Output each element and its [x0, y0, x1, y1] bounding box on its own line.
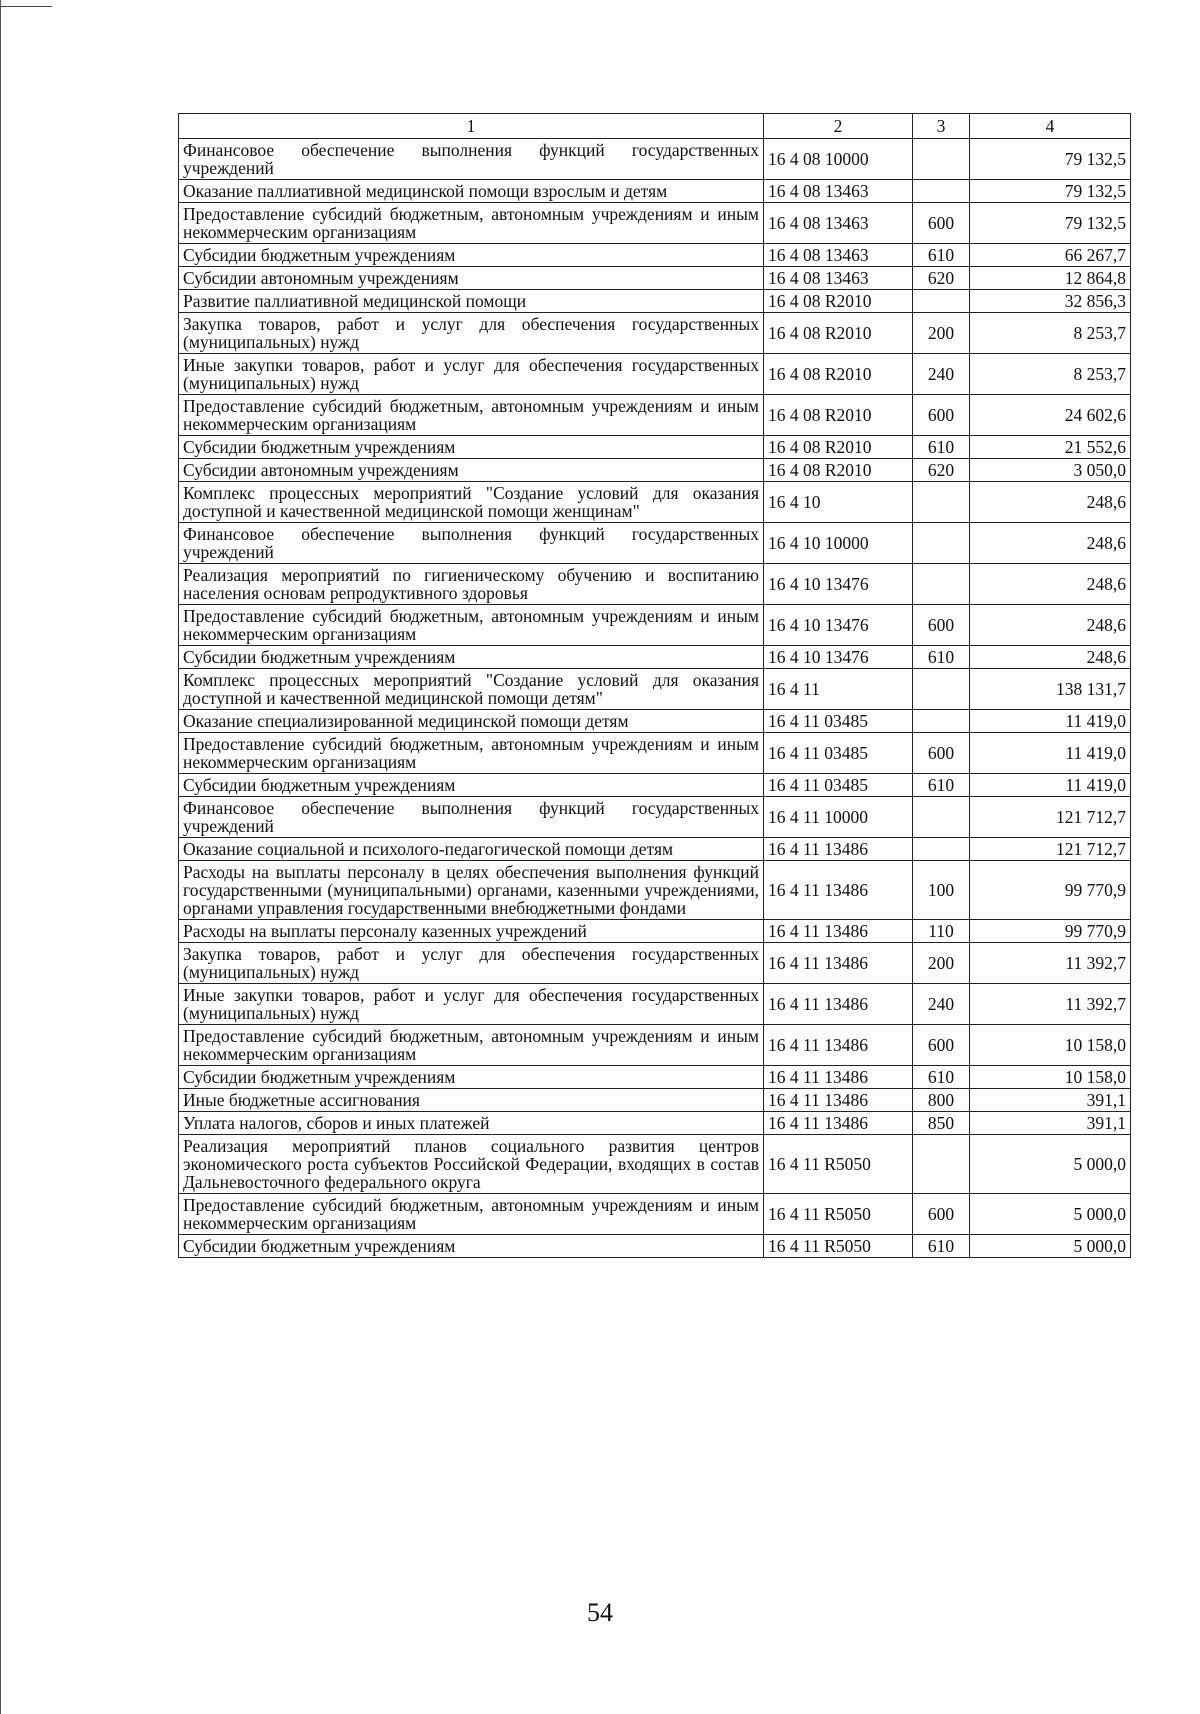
- row-type-cell: [913, 669, 970, 710]
- table-row: [179, 1235, 1131, 1258]
- table-row: [179, 984, 1131, 1025]
- row-code-cell: 16 4 08 R2010: [764, 290, 913, 313]
- row-code-cell: 16 4 08 R2010: [764, 354, 913, 395]
- row-code-cell: 16 4 08 R2010: [764, 436, 913, 459]
- row-amount-cell: 391,1: [970, 1089, 1131, 1112]
- row-name-cell: Иные закупки товаров, работ и услуг для обеспечения государственных (муниципальных) нужд: [179, 984, 764, 1025]
- row-name-cell: Предоставление субсидий бюджетным, автономным учреждениям и иным некоммерческим организациям: [179, 1025, 764, 1066]
- row-code-cell: 16 4 08 13463: [764, 244, 913, 267]
- row-amount-cell: 11 419,0: [970, 774, 1131, 797]
- row-amount-cell: 11 392,7: [970, 984, 1131, 1025]
- table-row: [179, 244, 1131, 267]
- row-code-cell: 16 4 11 13486: [764, 943, 913, 984]
- header-row: [179, 114, 1131, 139]
- table-row: [179, 1089, 1131, 1112]
- row-amount-cell: 391,1: [970, 1112, 1131, 1135]
- header-col-4: 4: [970, 114, 1131, 139]
- row-name-cell: Субсидии бюджетным учреждениям: [179, 646, 764, 669]
- row-code-cell: 16 4 11 03485: [764, 710, 913, 733]
- table-row: [179, 436, 1131, 459]
- row-code-cell: 16 4 11 13486: [764, 920, 913, 943]
- table-row: [179, 605, 1131, 646]
- row-name-cell: Оказание специализированной медицинской помощи детям: [179, 710, 764, 733]
- table-row: [179, 1194, 1131, 1235]
- table-row: [179, 290, 1131, 313]
- row-type-cell: 610: [913, 774, 970, 797]
- row-name-cell: Иные закупки товаров, работ и услуг для обеспечения государственных (муниципальных) нужд: [179, 354, 764, 395]
- row-code-cell: 16 4 10 10000: [764, 523, 913, 564]
- row-code-cell: 16 4 11 03485: [764, 774, 913, 797]
- row-code-cell: 16 4 11 13486: [764, 1089, 913, 1112]
- row-code-cell: 16 4 11 13486: [764, 1025, 913, 1066]
- row-amount-cell: 138 131,7: [970, 669, 1131, 710]
- row-code-cell: 16 4 11 13486: [764, 1112, 913, 1135]
- row-name-cell: Закупка товаров, работ и услуг для обеспечения государственных (муниципальных) нужд: [179, 313, 764, 354]
- row-name-cell: Предоставление субсидий бюджетным, автономным учреждениям и иным некоммерческим организациям: [179, 605, 764, 646]
- row-name-cell: Комплекс процессных мероприятий "Создание условий для оказания доступной и качественной медицинской помощи женщинам": [179, 482, 764, 523]
- row-amount-cell: 248,6: [970, 564, 1131, 605]
- scan-edge-line: [0, 6, 52, 7]
- row-code-cell: 16 4 10 13476: [764, 564, 913, 605]
- row-amount-cell: 8 253,7: [970, 313, 1131, 354]
- row-amount-cell: 79 132,5: [970, 139, 1131, 180]
- row-amount-cell: 21 552,6: [970, 436, 1131, 459]
- table-row: [179, 838, 1131, 861]
- row-name-cell: Расходы на выплаты персоналу казенных учреждений: [179, 920, 764, 943]
- row-code-cell: 16 4 08 R2010: [764, 459, 913, 482]
- row-amount-cell: 11 419,0: [970, 733, 1131, 774]
- table-header: [179, 114, 1131, 139]
- row-name-cell: Предоставление субсидий бюджетным, автономным учреждениям и иным некоммерческим организациям: [179, 1194, 764, 1235]
- row-name-cell: Субсидии бюджетным учреждениям: [179, 774, 764, 797]
- row-type-cell: [913, 1135, 970, 1194]
- table-row: [179, 1135, 1131, 1194]
- row-type-cell: 850: [913, 1112, 970, 1135]
- header-col-1: 1: [179, 114, 764, 139]
- row-code-cell: 16 4 11 13486: [764, 984, 913, 1025]
- table-row: [179, 354, 1131, 395]
- row-amount-cell: 248,6: [970, 482, 1131, 523]
- row-type-cell: 110: [913, 920, 970, 943]
- table-row: [179, 861, 1131, 920]
- row-type-cell: [913, 523, 970, 564]
- row-name-cell: Субсидии бюджетным учреждениям: [179, 244, 764, 267]
- row-name-cell: Предоставление субсидий бюджетным, автономным учреждениям и иным некоммерческим организациям: [179, 395, 764, 436]
- row-code-cell: 16 4 11 03485: [764, 733, 913, 774]
- row-amount-cell: 5 000,0: [970, 1235, 1131, 1258]
- table-row: [179, 564, 1131, 605]
- row-type-cell: 620: [913, 267, 970, 290]
- row-type-cell: 600: [913, 395, 970, 436]
- row-type-cell: 600: [913, 1025, 970, 1066]
- row-name-cell: Финансовое обеспечение выполнения функций государственных учреждений: [179, 797, 764, 838]
- row-code-cell: 16 4 08 10000: [764, 139, 913, 180]
- row-name-cell: Финансовое обеспечение выполнения функций государственных учреждений: [179, 139, 764, 180]
- row-name-cell: Субсидии бюджетным учреждениям: [179, 436, 764, 459]
- row-amount-cell: 11 392,7: [970, 943, 1131, 984]
- row-name-cell: Комплекс процессных мероприятий "Создание условий для оказания доступной и качественной медицинской помощи детям": [179, 669, 764, 710]
- row-type-cell: 200: [913, 943, 970, 984]
- row-amount-cell: 11 419,0: [970, 710, 1131, 733]
- row-type-cell: 240: [913, 984, 970, 1025]
- table-row: [179, 459, 1131, 482]
- row-type-cell: 100: [913, 861, 970, 920]
- row-type-cell: 240: [913, 354, 970, 395]
- row-code-cell: 16 4 10 13476: [764, 646, 913, 669]
- row-code-cell: 16 4 11 13486: [764, 861, 913, 920]
- row-amount-cell: 99 770,9: [970, 920, 1131, 943]
- row-amount-cell: 24 602,6: [970, 395, 1131, 436]
- table-row: [179, 267, 1131, 290]
- row-amount-cell: 8 253,7: [970, 354, 1131, 395]
- row-amount-cell: 3 050,0: [970, 459, 1131, 482]
- row-type-cell: 610: [913, 646, 970, 669]
- row-amount-cell: 121 712,7: [970, 797, 1131, 838]
- table-row: [179, 646, 1131, 669]
- table-row: [179, 1112, 1131, 1135]
- row-type-cell: [913, 482, 970, 523]
- row-amount-cell: 121 712,7: [970, 838, 1131, 861]
- table-row: [179, 920, 1131, 943]
- table-row: [179, 710, 1131, 733]
- row-code-cell: 16 4 11 13486: [764, 838, 913, 861]
- row-name-cell: Субсидии бюджетным учреждениям: [179, 1235, 764, 1258]
- row-name-cell: Предоставление субсидий бюджетным, автономным учреждениям и иным некоммерческим организациям: [179, 203, 764, 244]
- row-name-cell: Реализация мероприятий планов социального развития центров экономического роста субъектов Российской Федерации, входящих в состав Дальневосточного федерального округа: [179, 1135, 764, 1194]
- row-type-cell: 600: [913, 733, 970, 774]
- table-row: [179, 669, 1131, 710]
- row-code-cell: 16 4 10: [764, 482, 913, 523]
- row-code-cell: 16 4 10 13476: [764, 605, 913, 646]
- page-number: 54: [587, 1598, 613, 1627]
- table-row: [179, 733, 1131, 774]
- row-name-cell: Уплата налогов, сборов и иных платежей: [179, 1112, 764, 1135]
- row-name-cell: Субсидии автономным учреждениям: [179, 267, 764, 290]
- table-row: [179, 797, 1131, 838]
- row-amount-cell: 10 158,0: [970, 1066, 1131, 1089]
- row-type-cell: 800: [913, 1089, 970, 1112]
- row-code-cell: 16 4 08 R2010: [764, 395, 913, 436]
- header-col-2: 2: [764, 114, 913, 139]
- table-row: [179, 203, 1131, 244]
- row-code-cell: 16 4 08 13463: [764, 203, 913, 244]
- table-row: [179, 774, 1131, 797]
- row-code-cell: 16 4 11 R5050: [764, 1135, 913, 1194]
- row-name-cell: Расходы на выплаты персоналу в целях обеспечения выполнения функций государственными (муниципальными) органами, казенными учреждениями, органами управления государственными внебюджетными фондами: [179, 861, 764, 920]
- row-code-cell: 16 4 08 13463: [764, 267, 913, 290]
- row-amount-cell: 10 158,0: [970, 1025, 1131, 1066]
- table-row: [179, 523, 1131, 564]
- row-code-cell: 16 4 11: [764, 669, 913, 710]
- row-amount-cell: 32 856,3: [970, 290, 1131, 313]
- row-code-cell: 16 4 11 R5050: [764, 1235, 913, 1258]
- row-type-cell: [913, 797, 970, 838]
- row-type-cell: 610: [913, 1235, 970, 1258]
- scan-edge-line: [0, 0, 1, 1714]
- row-amount-cell: 66 267,7: [970, 244, 1131, 267]
- table-row: [179, 395, 1131, 436]
- row-type-cell: 610: [913, 1066, 970, 1089]
- row-amount-cell: 5 000,0: [970, 1194, 1131, 1235]
- row-amount-cell: 248,6: [970, 646, 1131, 669]
- row-type-cell: [913, 838, 970, 861]
- table-row: [179, 1025, 1131, 1066]
- row-code-cell: 16 4 08 13463: [764, 180, 913, 203]
- row-name-cell: Развитие паллиативной медицинской помощи: [179, 290, 764, 313]
- row-name-cell: Предоставление субсидий бюджетным, автономным учреждениям и иным некоммерческим организациям: [179, 733, 764, 774]
- row-amount-cell: 99 770,9: [970, 861, 1131, 920]
- table-row: [179, 1066, 1131, 1089]
- row-name-cell: Иные бюджетные ассигнования: [179, 1089, 764, 1112]
- table-body: [179, 139, 1131, 1258]
- row-type-cell: 600: [913, 203, 970, 244]
- row-type-cell: 600: [913, 1194, 970, 1235]
- row-name-cell: Оказание паллиативной медицинской помощи взрослым и детям: [179, 180, 764, 203]
- header-col-3: 3: [913, 114, 970, 139]
- row-amount-cell: 79 132,5: [970, 203, 1131, 244]
- row-type-cell: [913, 564, 970, 605]
- table-row: [179, 482, 1131, 523]
- row-code-cell: 16 4 11 R5050: [764, 1194, 913, 1235]
- row-amount-cell: 5 000,0: [970, 1135, 1131, 1194]
- row-name-cell: Реализация мероприятий по гигиеническому обучению и воспитанию населения основам репродуктивного здоровья: [179, 564, 764, 605]
- row-type-cell: [913, 180, 970, 203]
- row-code-cell: 16 4 08 R2010: [764, 313, 913, 354]
- row-code-cell: 16 4 11 10000: [764, 797, 913, 838]
- row-type-cell: [913, 290, 970, 313]
- row-type-cell: 610: [913, 436, 970, 459]
- row-name-cell: Закупка товаров, работ и услуг для обеспечения государственных (муниципальных) нужд: [179, 943, 764, 984]
- budget-table: [178, 113, 1131, 1258]
- row-type-cell: 600: [913, 605, 970, 646]
- row-amount-cell: 79 132,5: [970, 180, 1131, 203]
- row-code-cell: 16 4 11 13486: [764, 1066, 913, 1089]
- row-name-cell: Финансовое обеспечение выполнения функций государственных учреждений: [179, 523, 764, 564]
- table-row: [179, 943, 1131, 984]
- row-name-cell: Субсидии автономным учреждениям: [179, 459, 764, 482]
- table-row: [179, 180, 1131, 203]
- row-type-cell: [913, 139, 970, 180]
- row-amount-cell: 248,6: [970, 523, 1131, 564]
- row-type-cell: [913, 710, 970, 733]
- row-type-cell: 620: [913, 459, 970, 482]
- row-type-cell: 610: [913, 244, 970, 267]
- row-type-cell: 200: [913, 313, 970, 354]
- row-amount-cell: 12 864,8: [970, 267, 1131, 290]
- table-row: [179, 313, 1131, 354]
- table-row: [179, 139, 1131, 180]
- row-amount-cell: 248,6: [970, 605, 1131, 646]
- row-name-cell: Оказание социальной и психолого-педагогической помощи детям: [179, 838, 764, 861]
- row-name-cell: Субсидии бюджетным учреждениям: [179, 1066, 764, 1089]
